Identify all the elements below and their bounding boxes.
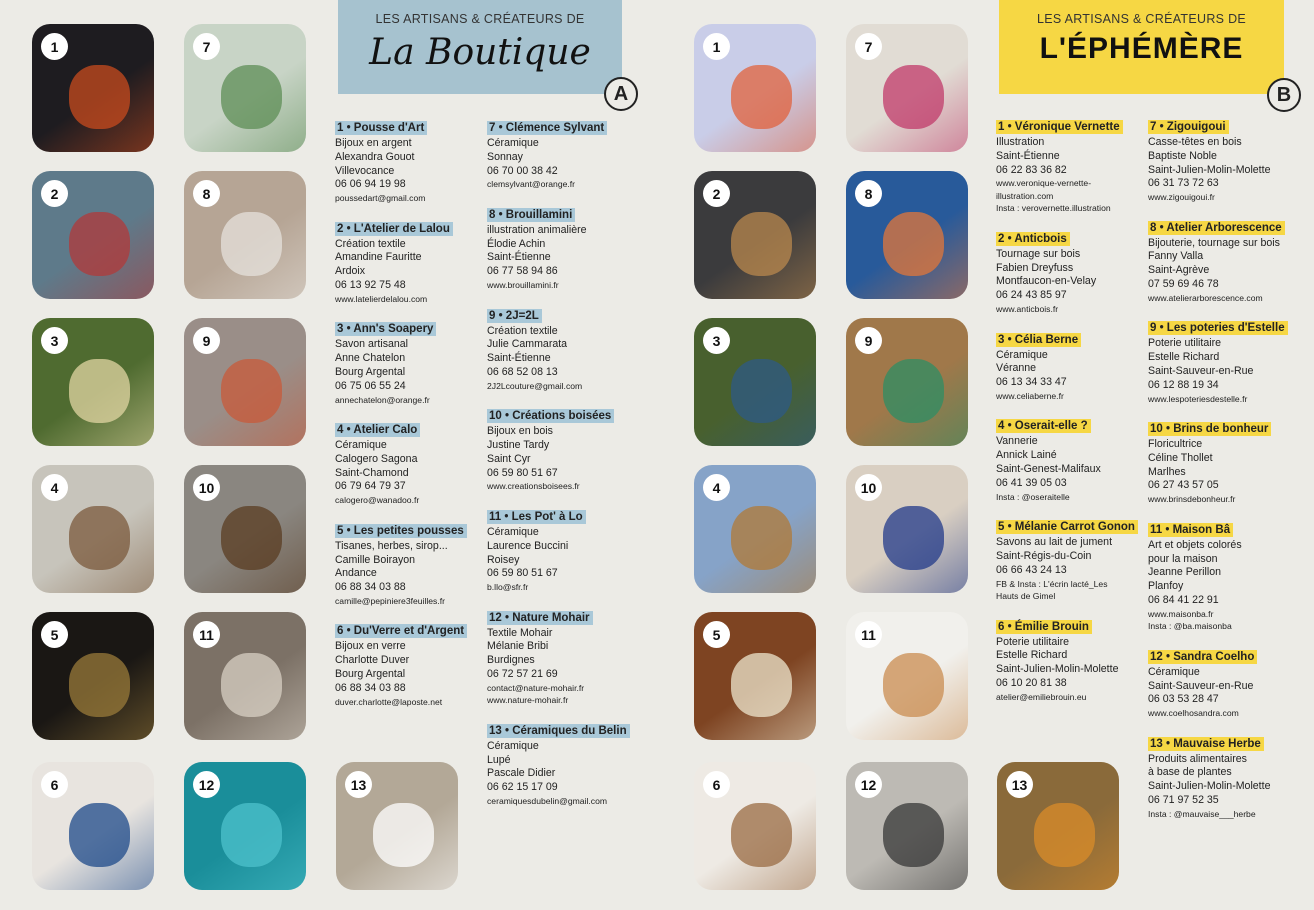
photo-number: 12 (855, 771, 882, 798)
artisan-name: 2 • L'Atelier de Lalou (335, 222, 453, 236)
artisan-entry (1148, 419, 1308, 506)
photo-tile (32, 318, 154, 446)
artisan-entry (996, 117, 1146, 215)
artisan-contact: www.brinsdebonheur.fr (1148, 494, 1236, 505)
photo-number: 4 (41, 474, 68, 501)
artisan-contact: www.lespoteriesdestelle.fr (1148, 393, 1248, 404)
boutique-column-2 (487, 118, 647, 822)
photo-tile (184, 612, 306, 740)
photo-subject (883, 212, 944, 276)
artisan-detail: Bijoux en argent (335, 137, 412, 149)
photo-subject (221, 65, 282, 129)
photo-number: 2 (703, 180, 730, 207)
artisan-detail: Création textile (335, 237, 406, 250)
photo-number: 13 (345, 771, 372, 798)
artisan-detail: 06 66 43 24 13 (996, 563, 1067, 576)
photo-subject (221, 803, 282, 867)
photo-number: 11 (855, 621, 882, 648)
artisan-detail: 06 68 52 08 13 (487, 365, 558, 378)
artisan-detail: Bijouterie, tournage sur bois (1148, 236, 1280, 249)
artisan-detail: 06 03 53 28 47 (1148, 693, 1219, 706)
artisan-detail: Poterie utilitaire (1148, 337, 1222, 350)
ephemere-page (657, 0, 1314, 910)
artisan-entry (996, 330, 1146, 403)
photo-tile (694, 318, 816, 446)
artisan-entry (335, 621, 485, 708)
artisan-entry (996, 229, 1146, 316)
photo-number: 8 (855, 180, 882, 207)
artisan-detail: Saint-Régis-du-Coin (996, 549, 1092, 562)
artisan-detail: 06 31 73 72 63 (1148, 177, 1219, 190)
artisan-contact: www.coelhosandra.com (1148, 708, 1239, 719)
artisan-detail: Lupé (487, 753, 511, 766)
artisan-detail: Sonnay (487, 150, 523, 163)
artisan-detail: Floricultrice (1148, 438, 1203, 451)
artisan-contact: clemsylvant@orange.fr (487, 179, 576, 190)
photo-number: 12 (193, 771, 220, 798)
artisan-contact: Insta : @oseraitelle (996, 491, 1070, 502)
banner-subtitle: LES ARTISANS & CRÉATEURS DE (375, 12, 585, 26)
artisan-name: 7 • Clémence Sylvant (487, 121, 607, 135)
artisan-entry (487, 205, 647, 292)
artisan-contact: Hauts de Gimel (996, 591, 1056, 602)
ephemere-column-2 (1148, 117, 1308, 834)
artisan-name: 13 • Mauvaise Herbe (1148, 737, 1264, 751)
photo-subject (731, 653, 792, 717)
artisan-detail: Justine Tardy (487, 439, 550, 452)
artisan-detail: Céramique (487, 525, 539, 538)
artisan-contact: www.anticbois.fr (996, 304, 1059, 315)
artisan-detail: Estelle Richard (996, 649, 1068, 662)
artisan-contact: www.zigouigoui.fr (1148, 192, 1215, 203)
artisan-name: 8 • Brouillamini (487, 208, 575, 222)
photo-subject (731, 65, 792, 129)
artisan-detail: 06 72 57 21 69 (487, 668, 558, 681)
photo-subject (883, 803, 944, 867)
artisan-contact: b.llo@sfr.fr (487, 582, 529, 593)
artisan-detail: Céramique (487, 739, 539, 752)
artisan-detail: Élodie Achin (487, 237, 546, 250)
artisan-entry (1148, 520, 1308, 633)
artisan-detail: 06 24 43 85 97 (996, 289, 1067, 302)
artisan-detail: Saint-Julien-Molin-Molette (996, 663, 1119, 676)
photo-subject (731, 212, 792, 276)
artisan-detail: Tisanes, herbes, sirop... (335, 539, 448, 552)
artisan-name: 6 • Du'Verre et d'Argent (335, 624, 467, 638)
artisan-contact: ceramiquesdubelin@gmail.com (487, 796, 608, 807)
artisan-detail: pour la maison (1148, 552, 1218, 565)
photo-number: 13 (1006, 771, 1033, 798)
artisan-detail: Jeanne Perillon (1148, 566, 1222, 579)
photo-tile (846, 171, 968, 299)
artisan-detail: Calogero Sagona (335, 452, 418, 465)
artisan-detail: Saint Cyr (487, 452, 531, 465)
artisan-entry (487, 608, 647, 707)
artisan-entry (487, 406, 647, 493)
artisan-detail: Savons au lait de jument (996, 536, 1113, 549)
artisan-contact: 2J2Lcouture@gmail.com (487, 380, 583, 391)
artisan-detail: Anne Chatelon (335, 352, 406, 365)
photo-tile (694, 24, 816, 152)
photo-number: 1 (41, 33, 68, 60)
photo-subject (1034, 803, 1095, 867)
photo-subject (731, 359, 792, 423)
artisan-detail: à base de plantes (1148, 766, 1232, 779)
artisan-contact: camille@pepiniere3feuilles.fr (335, 595, 445, 606)
artisan-detail: Estelle Richard (1148, 351, 1220, 364)
artisan-detail: Saint-Agrève (1148, 264, 1210, 277)
artisan-detail: Illustration (996, 136, 1045, 148)
artisan-detail: Céramique (335, 439, 387, 452)
artisan-detail: Montfaucon-en-Velay (996, 275, 1097, 288)
photo-number: 9 (193, 327, 220, 354)
artisan-entry (996, 517, 1146, 602)
artisan-detail: Céramique (487, 137, 539, 149)
photo-subject (221, 506, 282, 570)
artisan-contact: poussedart@gmail.com (335, 193, 426, 204)
artisan-contact: www.veronique-vernette- (996, 178, 1092, 189)
artisan-detail: Véranne (996, 362, 1037, 375)
photo-tile (846, 762, 968, 890)
photo-subject (69, 653, 130, 717)
artisan-name: 12 • Nature Mohair (487, 611, 593, 625)
photo-number: 4 (703, 474, 730, 501)
artisan-detail: 06 06 94 19 98 (335, 178, 406, 191)
banner-title: L'ÉPHÉMÈRE (1039, 32, 1244, 65)
artisan-detail: Saint-Étienne (996, 149, 1060, 162)
artisan-detail: 06 27 43 57 05 (1148, 479, 1219, 492)
photo-tile (846, 24, 968, 152)
artisan-contact: www.atelierarborescence.com (1148, 292, 1263, 303)
photo-subject (883, 506, 944, 570)
artisan-contact: www.latelierdelalou.com (335, 293, 428, 304)
photo-subject (883, 653, 944, 717)
artisan-detail: 07 59 69 46 78 (1148, 278, 1219, 291)
photo-number: 9 (855, 327, 882, 354)
artisan-entry (487, 306, 647, 393)
photo-subject (221, 653, 282, 717)
photo-subject (883, 65, 944, 129)
artisan-contact: www.creationsboisees.fr (487, 481, 580, 492)
artisan-detail: Annick Lainé (996, 449, 1057, 462)
artisan-name: 8 • Atelier Arborescence (1148, 221, 1285, 235)
artisan-detail: Casse-têtes en bois (1148, 136, 1242, 148)
photo-subject (69, 65, 130, 129)
artisan-detail: Amandine Fauritte (335, 251, 422, 264)
photo-tile (997, 762, 1119, 890)
artisan-detail: Céramique (996, 348, 1048, 361)
photo-subject (69, 359, 130, 423)
photo-number: 10 (855, 474, 882, 501)
artisan-entry (335, 420, 485, 507)
artisan-detail: Bijoux en verre (335, 640, 406, 653)
artisan-entry (487, 507, 647, 594)
artisan-detail: Saint-Sauveur-en-Rue (1148, 679, 1254, 692)
photo-number: 3 (41, 327, 68, 354)
artisan-detail: 06 62 15 17 09 (487, 781, 558, 794)
photo-subject (373, 803, 434, 867)
artisan-detail: Roisey (487, 553, 520, 566)
photo-subject (731, 803, 792, 867)
photo-tile (846, 318, 968, 446)
artisan-entry (996, 617, 1146, 704)
artisan-name: 13 • Céramiques du Belin (487, 724, 630, 738)
artisan-name: 7 • Zigouigoui (1148, 120, 1229, 134)
artisan-detail: illustration animalière (487, 223, 587, 236)
artisan-detail: 06 59 80 51 67 (487, 567, 558, 580)
artisan-name: 4 • Oserait-elle ? (996, 419, 1091, 433)
artisan-name: 12 • Sandra Coelho (1148, 650, 1257, 664)
ephemere-banner (999, 0, 1284, 94)
artisan-detail: Bourg Argental (335, 365, 406, 378)
artisan-contact: www.celiaberne.fr (996, 390, 1064, 401)
artisan-name: 11 • Les Pot' à Lo (487, 510, 586, 524)
artisan-detail: Saint-Genest-Malifaux (996, 463, 1101, 476)
boutique-banner (338, 0, 622, 94)
artisan-detail: Marlhes (1148, 465, 1186, 478)
artisan-detail: 06 13 92 75 48 (335, 279, 406, 292)
artisan-name: 4 • Atelier Calo (335, 423, 420, 437)
artisan-detail: Laurence Buccini (487, 539, 569, 552)
photo-number: 10 (193, 474, 220, 501)
artisan-name: 3 • Ann's Soapery (335, 322, 436, 336)
artisan-detail: Savon artisanal (335, 338, 409, 351)
artisan-name: 10 • Créations boisées (487, 409, 614, 423)
photo-tile (184, 171, 306, 299)
artisan-detail: Textile Mohair (487, 626, 553, 639)
banner-title: La Boutique (369, 32, 591, 73)
artisan-detail: 06 71 97 52 35 (1148, 794, 1219, 807)
artisan-detail: Fabien Dreyfuss (996, 261, 1074, 274)
artisan-detail: 06 88 34 03 88 (335, 681, 406, 694)
artisan-entry (335, 219, 485, 306)
photo-number: 7 (193, 33, 220, 60)
banner-subtitle: LES ARTISANS & CRÉATEURS DE (1036, 12, 1247, 26)
artisan-detail: 06 75 06 55 24 (335, 379, 406, 392)
photo-tile (694, 762, 816, 890)
artisan-entry (335, 319, 485, 406)
artisan-detail: Création textile (487, 324, 558, 337)
photo-number: 8 (193, 180, 220, 207)
artisan-detail: Julie Cammarata (487, 338, 568, 351)
artisan-entry (1148, 218, 1308, 305)
artisan-detail: Tournage sur bois (996, 247, 1081, 260)
artisan-detail: 06 77 58 94 86 (487, 265, 558, 278)
artisan-detail: Vannerie (996, 435, 1038, 448)
photo-number: 5 (41, 621, 68, 648)
photo-subject (221, 212, 282, 276)
artisan-detail: Saint-Sauveur-en-Rue (1148, 364, 1254, 377)
artisan-entry (1148, 647, 1308, 720)
artisan-detail: 06 10 20 81 38 (996, 676, 1067, 689)
photo-number: 11 (193, 621, 220, 648)
artisan-entry (487, 721, 647, 808)
artisan-contact: www.brouillamini.fr (487, 280, 559, 291)
artisan-contact: calogero@wanadoo.fr (335, 495, 420, 506)
artisan-contact: Insta : @mauvaise___herbe (1148, 808, 1256, 819)
photo-subject (69, 803, 130, 867)
artisan-detail: Fanny Valla (1148, 250, 1204, 263)
photo-tile (184, 762, 306, 890)
photo-tile (846, 612, 968, 740)
photo-subject (883, 359, 944, 423)
artisan-detail: Baptiste Noble (1148, 149, 1217, 162)
artisan-detail: Saint-Chamond (335, 466, 409, 479)
photo-tile (694, 612, 816, 740)
artisan-detail: 06 70 00 38 42 (487, 164, 558, 177)
photo-subject (221, 359, 282, 423)
artisan-detail: Alexandra Gouot (335, 150, 415, 163)
photo-number: 5 (703, 621, 730, 648)
artisan-detail: Ardoix (335, 265, 366, 278)
artisan-entry (1148, 734, 1308, 821)
artisan-detail: 06 79 64 79 37 (335, 480, 406, 493)
photo-number: 6 (41, 771, 68, 798)
artisan-name: 1 • Pousse d'Art (335, 121, 427, 135)
artisan-detail: Mélanie Bribi (487, 640, 549, 653)
artisan-name: 5 • Les petites pousses (335, 524, 467, 538)
photo-tile (184, 465, 306, 593)
artisan-detail: Saint-Julien-Molin-Molette (1148, 780, 1271, 793)
artisan-entry (996, 416, 1146, 503)
photo-tile (694, 171, 816, 299)
artisan-name: 9 • 2J=2L (487, 309, 542, 323)
artisan-entry (487, 118, 647, 191)
artisan-detail: Andance (335, 567, 377, 580)
artisan-name: 5 • Mélanie Carrot Gonon (996, 520, 1138, 534)
artisan-contact: www.nature-mohair.fr (487, 695, 569, 706)
photo-number: 1 (703, 33, 730, 60)
artisan-contact: illustration.com (996, 190, 1054, 201)
photo-tile (32, 465, 154, 593)
ephemere-column-1 (996, 117, 1146, 717)
artisan-name: 1 • Véronique Vernette (996, 120, 1123, 134)
artisan-name: 10 • Brins de bonheur (1148, 422, 1271, 436)
artisan-detail: Villevocance (335, 164, 395, 177)
artisan-contact: FB & Insta : L'écrin lacté_Les (996, 578, 1108, 589)
artisan-detail: Camille Boirayon (335, 553, 416, 566)
artisan-detail: Bijoux en bois (487, 425, 553, 438)
artisan-contact: duver.charlotte@laposte.net (335, 696, 443, 707)
photo-tile (32, 171, 154, 299)
artisan-detail: Saint-Étienne (487, 251, 551, 264)
boutique-column-1 (335, 118, 485, 722)
artisan-detail: 06 12 88 19 34 (1148, 378, 1219, 391)
artisan-name: 9 • Les poteries d'Estelle (1148, 321, 1288, 335)
artisan-detail: 06 88 34 03 88 (335, 581, 406, 594)
artisan-contact: contact@nature-mohair.fr (487, 682, 585, 693)
photo-tile (846, 465, 968, 593)
artisan-entry (335, 118, 485, 205)
artisan-detail: Pascale Didier (487, 767, 556, 780)
photo-number: 7 (855, 33, 882, 60)
photo-tile (32, 762, 154, 890)
artisan-detail: Céramique (1148, 665, 1200, 678)
artisan-detail: 06 59 80 51 67 (487, 466, 558, 479)
artisan-detail: 06 13 34 33 47 (996, 376, 1067, 389)
artisan-detail: Planfoy (1148, 580, 1184, 593)
artisan-detail: 06 22 83 36 82 (996, 163, 1067, 176)
photo-subject (731, 506, 792, 570)
artisan-contact: www.maisonba.fr (1148, 608, 1214, 619)
photo-tile (184, 24, 306, 152)
photo-tile (32, 24, 154, 152)
artisan-contact: Insta : @ba.maisonba (1148, 621, 1232, 632)
artisan-detail: Céline Thollet (1148, 451, 1213, 464)
photo-number: 2 (41, 180, 68, 207)
artisan-entry (335, 521, 485, 608)
artisan-detail: 06 84 41 22 91 (1148, 593, 1219, 606)
artisan-contact: Insta : verovernette.illustration (996, 203, 1111, 214)
artisan-name: 3 • Célia Berne (996, 333, 1081, 347)
artisan-detail: Burdignes (487, 654, 535, 667)
photo-number: 6 (703, 771, 730, 798)
artisan-name: 2 • Anticbois (996, 232, 1070, 246)
artisan-name: 11 • Maison Bâ (1148, 523, 1233, 537)
photo-number: 3 (703, 327, 730, 354)
artisan-entry (1148, 318, 1308, 405)
artisan-detail: Art et objets colorés (1148, 538, 1242, 551)
photo-tile (32, 612, 154, 740)
section-badge: B (1267, 78, 1301, 112)
artisan-detail: Charlotte Duver (335, 654, 410, 667)
artisan-detail: Saint-Étienne (487, 352, 551, 365)
section-badge: A (604, 77, 638, 111)
photo-subject (69, 212, 130, 276)
artisan-detail: 06 41 39 05 03 (996, 476, 1067, 489)
photo-subject (69, 506, 130, 570)
artisan-contact: annechatelon@orange.fr (335, 394, 430, 405)
artisan-detail: Produits alimentaires (1148, 752, 1247, 765)
photo-tile (184, 318, 306, 446)
artisan-name: 6 • Émilie Brouin (996, 620, 1092, 634)
artisan-detail: Poterie utilitaire (996, 635, 1070, 648)
artisan-detail: Bourg Argental (335, 668, 406, 681)
photo-tile (694, 465, 816, 593)
artisan-entry (1148, 117, 1308, 204)
photo-tile (336, 762, 458, 890)
artisan-contact: atelier@emiliebrouin.eu (996, 691, 1087, 702)
artisan-detail: Saint-Julien-Molin-Molette (1148, 163, 1271, 176)
